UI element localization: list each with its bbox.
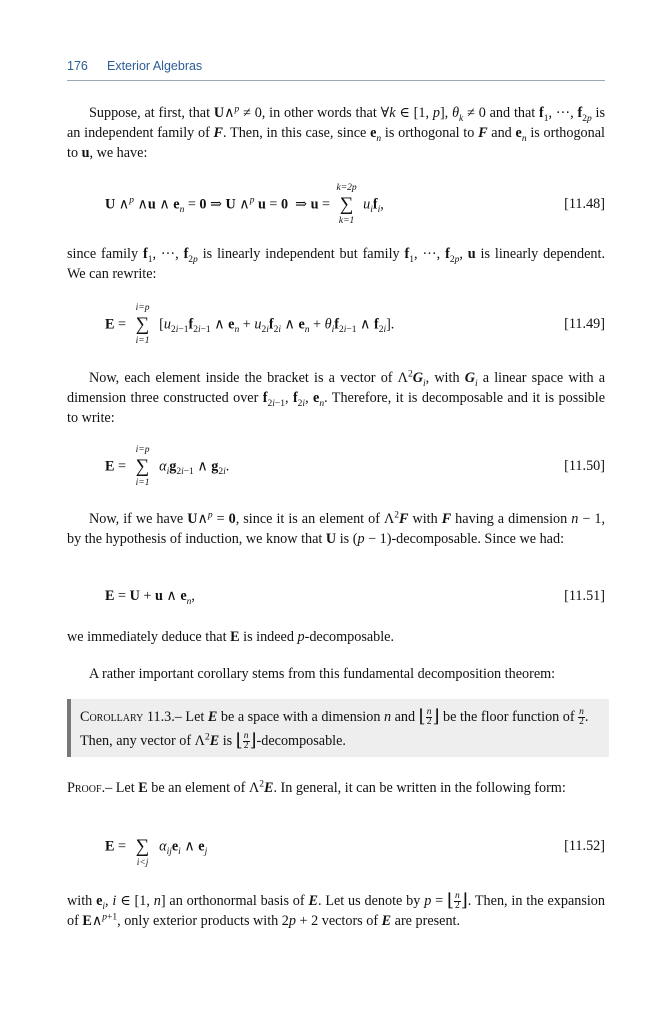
corollary-text: Corollary 11.3.– Let E be a space with a dimension n and ⌊ $\frac{n}{2}$ ⌋ be the floor function of $\frac{n}{2}$ . Then, any vector of $\Lambda^2E$ is ⌊ $\frac{n}{2}$ ⌋-decomposable. bbox=[80, 706, 589, 752]
chapter-title: Exterior Algebras bbox=[107, 59, 203, 73]
running-header bbox=[67, 56, 605, 81]
equation-11-49: E = i=p ∑ i=1 [$u_{2i-1}f_{2i-1}$ ∧ $e_n + u_{2i}f_{2i}$ ∧ $e_n + \theta_if_{2i-1}$ ∧ $f_{2i}$]. [11.49] bbox=[105, 303, 605, 346]
paragraph-4: Now, if we have U∧$^p$ = 0, since it is an element of $\Lambda^2F$ with F having a dimension n − 1, by the hypothesis of induction, we know that U is (p − 1)-decomposable. Since we had: bbox=[67, 510, 605, 547]
proof-paragraph: Proof.– Let E be an element of $\Lambda^2E$. In general, it can be written in the following form: bbox=[67, 779, 566, 796]
equation-11-51: E = U + u ∧ $e_n$, [11.51] bbox=[105, 588, 605, 607]
equation-11-48: U ∧$^p$ ∧u ∧ $e_n = 0$ ⇒ U ∧$^p$ u = 0 ⇒ u = k=2p ∑ k=1 $u_if_i$, [11.48] bbox=[105, 183, 605, 226]
equation-number: [11.52] bbox=[564, 838, 605, 854]
paragraph-1: Suppose, at first, that U∧$^p$ ≠ 0, in other words that ∀k ∈ [1, p], $\theta_k \ne 0$ and that $f_1$, ···, $f_{2p}$ is an independent family of F. Then, in this case, since $e_n$ is orthogonal to F and $e_n$ is orthogonal to u, we have: bbox=[67, 104, 605, 161]
equation-number: [11.50] bbox=[564, 458, 605, 474]
page-number: 176 bbox=[67, 59, 88, 73]
paragraph-8: with $e_i$, i ∈ [1, n] an orthonormal basis of E. Let us denote by p = ⌊ $\frac{n}{2}$ ⌋. Then, in the expansion of E∧$^{p+1}$, only exterior products with 2p + 2 vectors of E are present. bbox=[67, 890, 605, 930]
equation-number: [11.48] bbox=[564, 196, 605, 212]
paragraph-5: we immediately deduce that E is indeed p-decomposable. bbox=[67, 629, 395, 645]
equation-11-52: E = i<j ∑ $\alpha_{ij}e_i$ ∧ $e_j$ [11.52] bbox=[105, 836, 605, 868]
paragraph-6: A rather important corollary stems from this fundamental decomposition theorem: bbox=[89, 666, 556, 682]
corollary-box bbox=[67, 699, 609, 757]
paragraph-2: since family $f_1$, ···, $f_{2p}$ is linearly independent but family $f_1$, ···, $f_{2p}$, u is linearly dependent. We can rewrite: bbox=[67, 246, 606, 282]
equation-11-50: E = i=p ∑ i=1 $\alpha_ig_{2i-1}$ ∧ $g_{2i}$. [11.50] bbox=[105, 445, 605, 488]
equation-number: [11.49] bbox=[564, 316, 605, 332]
paragraph-3: Now, each element inside the bracket is a vector of $\Lambda^2G_i$, with $G_i$ a linear space with a dimension three constructed over $f_{2i-1}$, $f_{2i}$, $e_n$. Therefore, it is decomposable and it is possible to write: bbox=[67, 369, 606, 426]
equation-number: [11.51] bbox=[564, 588, 605, 604]
proof-label: Proof.– bbox=[67, 780, 113, 796]
